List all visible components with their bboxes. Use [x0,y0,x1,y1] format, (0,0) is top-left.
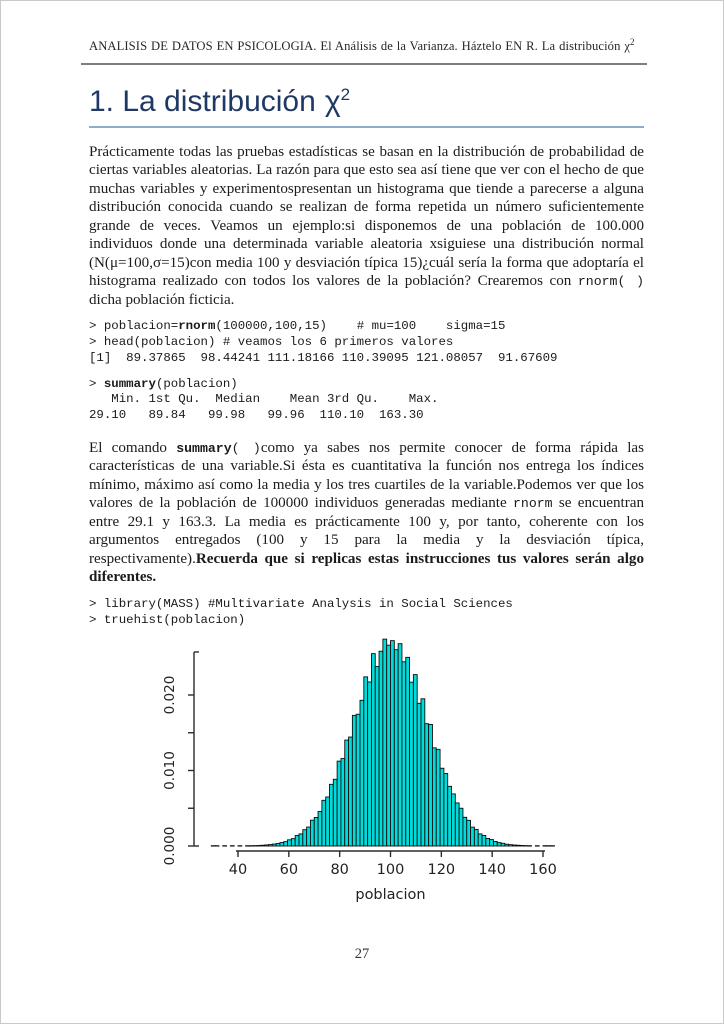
histogram-bar [272,844,276,846]
y-tick-label: 0.000 [162,827,178,866]
histogram-bar [318,812,322,847]
histogram-bar [360,701,364,847]
histogram-bar [352,716,356,847]
histogram-bar [356,715,360,847]
histogram-bar [265,845,269,846]
histogram-bar [402,662,406,846]
histogram-bar [425,724,429,846]
histogram-bar [333,780,337,847]
histogram-bar [497,843,501,846]
histogram-bar [513,845,517,846]
page-number: 27 [354,946,370,962]
histogram-svg [141,630,601,918]
histogram-bar [291,839,295,846]
histogram-bar [436,750,440,847]
histogram-bar [516,846,520,847]
paragraph-explanation: El comando summary( )como ya sabes nos permite conocer de forma rápida las características de una variable.Si ésta es cuantitativa la función nos entrega los índices mínimo, máximo así como la media y los tres cuartiles de la variable.Podemos ver que los valores de la población de 100000 individuos generadas mediante rnorm se encuentran entre 29.1 y 163.3. La media es prácticamente 100 y, por tanto, coherente con los argumentos entregados (100 y 15 para la media y la desviación típica, respectivamente).Recuerda que si replicas estas instrucciones tus valores serán algo diferentes. [89,439,644,586]
histogram-bar [463,818,467,847]
histogram-bar [432,748,436,846]
histogram-bar [417,704,421,847]
histogram-bar [387,646,391,847]
histogram-bar [398,644,402,846]
histogram-bar [337,762,341,847]
histogram-bar [474,830,478,847]
histogram-bar [478,834,482,846]
page-title [89,85,644,119]
histogram-bar [379,652,383,847]
histogram-bar [482,836,486,847]
histogram-bar [486,839,490,847]
code-block-truehist: > library(MASS) #Multivariate Analysis in Social Sciences > truehist(poblacion) [89,596,513,627]
histogram-bar [295,836,299,846]
histogram-bar [406,658,410,847]
histogram-bar [269,845,273,846]
histogram-bar [364,677,368,846]
histogram-bar [299,834,303,846]
histogram-bar [490,840,494,846]
x-tick-label: 140 [478,862,507,879]
running-header [89,37,644,54]
histogram-bar [375,667,379,846]
chi-symbol: χ [624,39,631,54]
histogram-bar [284,842,288,846]
x-tick-label: 60 [279,862,299,879]
histogram-bar [520,846,524,847]
x-tick-label: 160 [529,862,557,879]
title-underline [89,126,644,128]
chi-symbol: χ [324,85,341,119]
histogram-bar [257,846,261,847]
histogram-bar [314,818,318,847]
x-axis-label: poblacion [355,887,426,904]
histogram-bar [326,797,330,846]
histogram-bar [310,821,314,847]
histogram-bar [345,740,349,846]
chi-exponent: 2 [630,37,635,47]
histogram-bar [448,787,452,847]
histogram-bar [288,840,292,846]
histogram-bar [391,641,395,846]
paragraph-intro: Prácticamente todas las pruebas estadísticas se basan en la distribución de probabilidad de ciertas variables aleatorias. La razón para que esto sea así tiene que ver con el hecho de que muchas variables y experimentospresentan un histograma que tiende a parecerse a alguna distribución conocida cuando se realizan de forma repetida un número suficientemente grande de veces. Veamos un ejemplo:si disponemos de una población de 100.000 individuos donde una determinada variable aleatoria xsiguiese una distribución normal (N(μ=100,σ=15)con media 100 y desviación típica 15)¿cuál sería la forma que adoptaría el histograma realizado con todos los valores de la población? Crearemos con rnorm( ) dicha población ficticia. [89,143,644,308]
histogram-bar [322,801,326,847]
histogram-chart [89,630,644,918]
histogram-bar [368,682,372,846]
histogram-bar [471,828,475,847]
histogram-bar [330,785,334,847]
histogram-bar [383,640,387,847]
histogram-bar [459,809,463,847]
histogram-bar [455,803,459,846]
code-block-rnorm: > poblacion=rnorm(100000,100,15) # mu=100 sigma=15 > head(poblacion) # veamos los 6 primeros valores [1] 89.37865 98.44241 111.18166 110.39095 121.08057 91.67609 [89,319,558,365]
histogram-bar [509,845,513,846]
histogram-bar [429,725,433,847]
histogram-bar [371,654,375,846]
histogram-bar [410,683,414,847]
histogram-bar [444,774,448,846]
page-title-text: 1. La distribución [89,85,316,119]
histogram-bar [505,845,509,847]
x-tick-label: 100 [376,862,405,879]
chi-exponent: 2 [340,85,351,105]
x-tick-label: 120 [427,862,456,879]
histogram-bar [467,821,471,847]
histogram-bar [349,737,353,846]
x-tick-label: 40 [228,862,248,879]
histogram-bar [501,844,505,847]
x-tick-label: 80 [330,862,349,879]
histogram-bar [440,769,444,847]
histogram-bar [421,699,425,846]
y-tick-label: 0.020 [162,676,178,715]
histogram-bar [276,844,280,846]
histogram-bar [413,675,417,846]
histogram-bar [452,794,456,846]
histogram-bar [307,827,311,846]
document-page [1,1,723,918]
running-header-text: ANALISIS DE DATOS EN PSICOLOGIA. El Análisis de la Varianza. Háztelo EN R. La distribución [89,39,625,54]
histogram-bar [261,846,265,847]
y-tick-label: 0.010 [162,751,178,791]
histogram-bar [394,650,398,846]
histogram-bar [303,830,307,846]
header-divider [81,63,647,65]
histogram-bar [280,843,284,846]
code-block-summary: > summary(poblacion) Min. 1st Qu. Median Mean 3rd Qu. Max. 29.10 89.84 99.98 99.96 110.10 163.30 [89,376,439,423]
histogram-bar [493,842,497,847]
histogram-bar [341,759,345,846]
